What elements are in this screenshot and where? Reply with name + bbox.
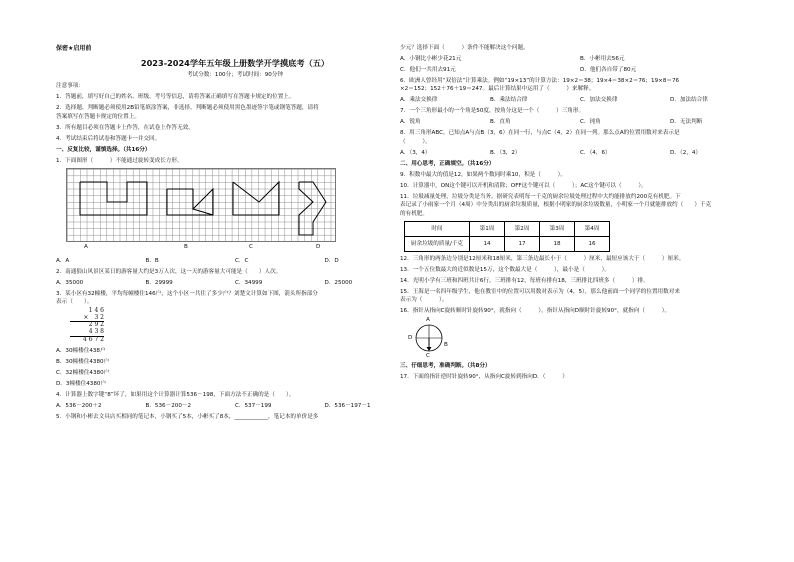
question-1-options [56, 257, 414, 265]
option-a[interactable]: A．乘法交换律 [400, 97, 438, 104]
question-11: 11．垃圾减量处理，垃圾分类是当务。据研究表明每一千克的厨余垃圾处理过程中大约能排放约200克有机肥。下 [400, 194, 681, 200]
right-column [400, 44, 760, 382]
left-column [56, 44, 414, 421]
section-heading: 三、仔细思考，准确判断。（共8分） [400, 363, 491, 370]
option-d[interactable]: D．D [324, 257, 339, 264]
option-d[interactable]: D．3幢楼住4380户 [56, 380, 107, 387]
note-item: 3．所有题目必须在答题卡上作答，在试卷上作答无效。 [56, 124, 194, 131]
table-cell: 18 [540, 237, 575, 252]
question-4-options [56, 402, 414, 410]
question-15-cont: 表示为（ ）。 [400, 297, 448, 304]
calc-line: 4 3 8 [88, 328, 104, 336]
shape-grid-figure [64, 168, 364, 254]
option-a[interactable]: A．35000 [56, 279, 84, 286]
option-a[interactable]: A．536－200＋2 [56, 402, 102, 409]
table-cell: 14 [470, 237, 505, 252]
calc-line: 1 4 6 [88, 306, 104, 314]
exam-subtitle: 考试分数：100分；考试时间：90分钟 [186, 72, 284, 79]
figure-label-b: B [184, 244, 188, 251]
figure-label-c: C [249, 244, 253, 251]
option-c[interactable]: C．他们一共用去91元 [400, 66, 456, 73]
option-c[interactable]: C．32幢楼住4380户 [56, 369, 110, 376]
shape-a [80, 182, 147, 215]
question-6-options [400, 96, 760, 104]
question-5-options-row1 [400, 55, 760, 63]
question-5-cont: 少元？选择下面（ ）条件不能解决这个问题。 [400, 45, 529, 51]
option-b[interactable]: B．（3，2） [490, 149, 521, 156]
notes-title: 注意事项： [56, 83, 84, 90]
shape-b [167, 189, 213, 215]
compass-label-d: D [408, 335, 413, 342]
option-b[interactable]: B．29999 [145, 279, 173, 286]
table-row-label: 厨余垃圾的质量/千克 [405, 237, 470, 252]
option-d[interactable]: D．他们各自带了80元 [580, 66, 637, 73]
shape-d [299, 182, 326, 235]
question-12: 12．三角形的两条边分别是12厘米和18厘米，第三条边最长小于（ ）厘米，最短应该大于（ ）厘米。 [400, 255, 685, 262]
compass-figure [404, 317, 454, 359]
option-b[interactable]: B．B [145, 257, 159, 264]
question-15: 15．王海是一名四年级学生，他在教室中的位置可以用数对表示为（4，5），那么他前面一个同学的位置用数对来 [400, 288, 680, 295]
question-14: 14．光明小学有三班和四班共计6行，三班排有12，每班有排有18，三班排比四班多（ ）排。 [400, 277, 649, 284]
shape-c [233, 182, 279, 215]
option-b[interactable]: B．30幢楼住4380户 [56, 358, 110, 365]
option-b[interactable]: B．小彬用去56元 [580, 55, 625, 62]
calc-line: × 3 2 [83, 313, 104, 321]
question-6-cont: ×2＝152；152＋76＋19＝247。最后计算结果中运用了（ ）来解释。 [400, 86, 595, 93]
section-heading: 一、反复比较，谨慎选择。（共16分） [56, 147, 151, 153]
multiplication-calc [70, 308, 414, 344]
option-d[interactable]: D．25000 [324, 279, 353, 286]
table-header: 时间 [405, 222, 470, 237]
option-d[interactable]: D．无法判断 [670, 119, 703, 126]
compass-label-b: B [444, 342, 448, 349]
note-item: 2．选择题、判断题必须使用2B铅笔填涂答案，非选择、判断题必须使用黑色墨迹签字笔或钢笔答题，请将 [56, 105, 319, 112]
question-7: 7．一个三角形最小的一个角是50度，按角分这是一个（ ）三角形。 [400, 108, 585, 115]
shapes-svg [67, 169, 335, 241]
question-16: 16．指针从指向C旋转顺时针旋转90°，就指向（ ）。指针从指向D顺时针旋转90°，就指向（ ）。 [400, 308, 671, 315]
question-6: 6．欧洲人曾经用“双倍法”计算乘法。例如“19×13”的计算方法：19×2＝38；19×4＝38×2＝76；19×8＝76 [400, 77, 680, 84]
option-b[interactable]: B．536－200－2 [145, 402, 192, 409]
grid-paper [66, 168, 336, 242]
question-7-options [400, 118, 760, 126]
table-header: 第3周 [540, 222, 575, 237]
secret-label: 保密★启用前 [56, 45, 92, 52]
option-a[interactable]: A．30幢楼住438户 [56, 347, 106, 354]
question-8: 8．用三角形ABC，已知点A与点B（3，6）在同一行，与点C（4，2）在同一列。那么点A的位置用数对来表示是 [400, 130, 680, 137]
question-8-options [400, 149, 760, 157]
question-10: 10．计算器中，ON这个键可以开机和清除；OFF这个键可以（ ）；AC这个键可以（ ）。 [400, 183, 647, 190]
option-a[interactable]: A．小钢比小彬少花21元 [400, 55, 462, 62]
figure-label-d: D [316, 244, 321, 251]
calc-line: 2 9 2 [70, 321, 104, 329]
table-cell: 16 [575, 237, 610, 252]
question-11-cont: 表记录了小雨家一个月（4周）中分类出的厨余垃圾质量，根据小明家的厨余垃圾数量，小明家一个月就能排放约（ ）千克 [400, 202, 712, 209]
table-row [405, 237, 610, 252]
question-13: 13．一个五位数最大的近似数是15万，这个数最大是（ ），最小是（ ）。 [400, 266, 611, 273]
option-c[interactable]: C．钝角 [580, 119, 601, 126]
question-2-options [56, 279, 414, 287]
table-header: 第2周 [505, 222, 540, 237]
option-a[interactable]: A．A [56, 257, 70, 264]
option-c[interactable]: C．加法交换律 [580, 97, 618, 104]
table-header: 第4周 [575, 222, 610, 237]
question-11-cont: 的有机肥。 [400, 210, 428, 217]
calc-line: 4 6 7 2 [70, 336, 104, 344]
option-c[interactable]: C．34999 [235, 279, 263, 286]
compass-label-c: C [426, 353, 430, 360]
waste-table [404, 221, 610, 252]
question-9: 9．积数中最大的值是12，如果两个数同时乘10，积是（ ）。 [400, 172, 567, 179]
option-b[interactable]: B．直角 [490, 119, 511, 126]
question-5: 5．小钢和小彬去文具店买相同的笔记本，小钢买了5本，小彬买了8本，____________，笔记本的单价是多 [56, 413, 319, 420]
question-17: 17．下面的指针逆时针旋转90°，从指向C旋转到指向D．（ ） [400, 374, 568, 381]
note-item: 4．考试结束后将试卷和答题卡一并交回。 [56, 135, 161, 142]
question-5-options-row2 [400, 66, 760, 74]
table-header: 第1周 [470, 222, 505, 237]
question-3-cont: 表示（ ）。 [56, 299, 93, 306]
table-header-row [405, 222, 610, 237]
section-heading: 二、用心思考，正确填空。（共16分） [400, 161, 495, 168]
option-d[interactable]: D．（2，4） [670, 149, 702, 156]
question-2: 2．南通狼山风景区某日的游客量大约是3万人次，这一天的游客量大可能是（ ）人次。 [56, 268, 282, 275]
figure-label-a: A [84, 244, 88, 251]
option-d[interactable]: D．加法结合律 [670, 97, 708, 104]
question-3: 3．某小区有32幢楼，平均每幢楼住146户，这个小区一共住了多少户？刘楚文计算如下图，箭头所指部分 [56, 290, 318, 297]
compass-label-a: A [426, 317, 430, 324]
option-a[interactable]: A．（3，4） [400, 149, 431, 156]
option-c[interactable]: C．537－199 [235, 402, 272, 409]
option-c[interactable]: C．C [235, 257, 249, 264]
note-item: 1．答题前，填写好自己的姓名、班级、考号等信息，请将答案正确填写在答题卡规定的位置上。 [56, 94, 295, 101]
option-d[interactable]: D．536－197－1 [324, 402, 371, 409]
note-item: 答案填写在答题卡规定的位置上。 [56, 113, 140, 120]
option-a[interactable]: A．锐角 [400, 119, 421, 126]
question-1: 1．下面图形（ ）不能通过旋转变成长方形。 [56, 157, 183, 164]
option-b[interactable]: B．乘法结合律 [490, 97, 528, 104]
question-8-cont: （ ）。 [400, 138, 431, 145]
question-4: 4．计算器上数字键“8”坏了，如果用这个计算器计算536－198，下面方法不正确的是（ ）。 [56, 391, 295, 398]
table-cell: 17 [505, 237, 540, 252]
exam-title: 2023-2024学年五年级上册数学开学摸底考（五） [140, 58, 330, 68]
option-c[interactable]: C．（4，6） [580, 149, 611, 156]
